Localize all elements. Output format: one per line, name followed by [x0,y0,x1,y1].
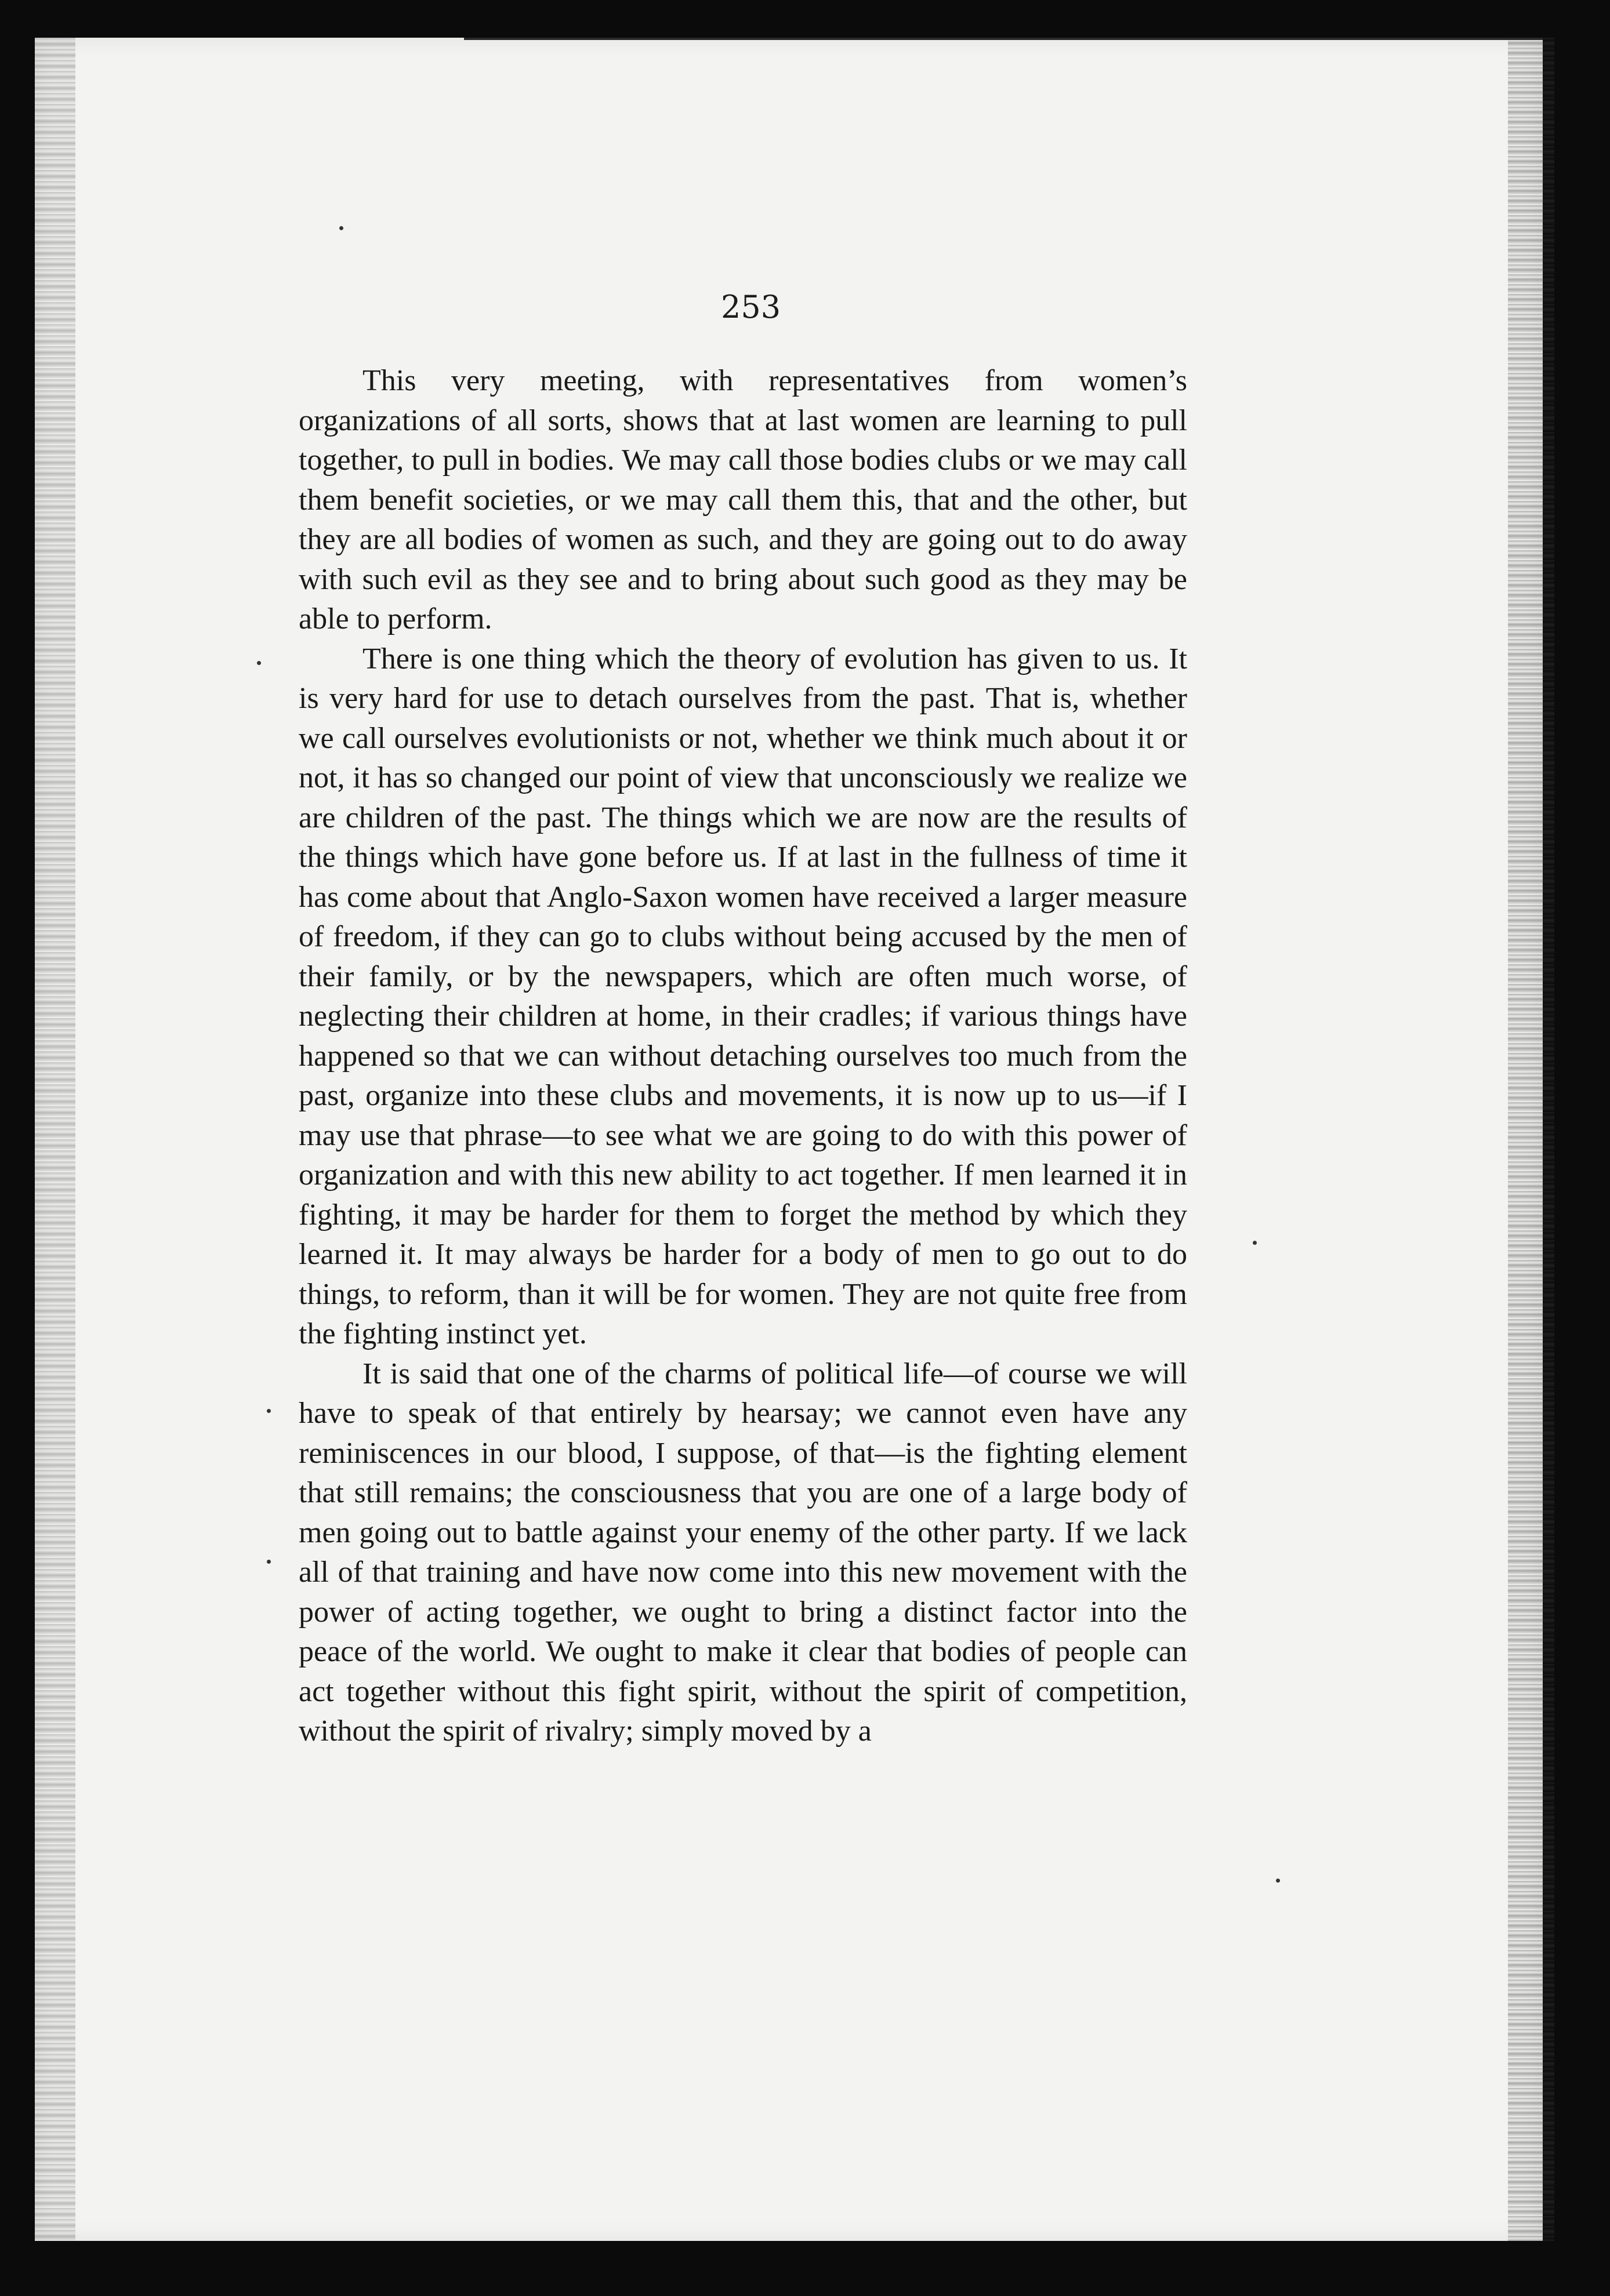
scan-speck [267,1560,271,1564]
page-top-edge [464,38,1543,40]
paragraph-1: This very meeting, with representatives from women’s organizations of all sorts, shows that at last women are learning to pull together, to pull in bodies. We may call those bodies clubs or we may call them benefit societies, or we may call them this, that and the other, but they are all bodies of women as such, and they are going out to do away with such evil as they see and to bring about such good as they may be able to perform. [299,364,1187,635]
scan-speck [339,226,343,230]
page-left-edge [35,38,75,2241]
paragraph-2: There is one thing which the theory of evolution has given to us. It is very hard for use to detach ourselves from the past. That is, whether we call ourselves evolutionists or not, whether we think much about it or not, it has so changed our point of view that unconsciously we realize we are children of the past. The things which we are now are the results of the things which have gone before us. If at last in the fullness of time it has come about that Anglo-Saxon women have received a larger measure of freedom, if they can go to clubs without being accused by the men of their family, or by the newspapers, which are often much worse, of neglecting their children at home, in their cradles; if various things have happened so that we can without detaching ourselves too much from the past, organize into these clubs and movements, it is now up to us—if I may use that phrase—to see what we are going to do with this power of organization and with this new ability to act together. If men learned it in fighting, it may be harder for them to forget the method by which they learned it. It may always be harder for a body of men to go out to do things, to reform, than it will be for women. They are not quite free from the fighting instinct yet. [299,642,1187,1350]
scan-speck [257,661,261,665]
paragraph-3: It is said that one of the charms of political life—of course we will have to speak of that entirely by hearsay; we cannot even have any reminiscences in our blood, I suppose, of that—is the fighting element that still remains; the consciousness that you are one of a large body of men going out to battle against your enemy of the other party. If we lack all of that training and have now come into this new movement with the power of acting together, we ought to bring a distinct factor into the peace of the world. We ought to make it clear that bodies of people can act together without this fight spirit, without the spirit of competition, without the spirit of rivalry; simply moved by a [299,1357,1187,1748]
page-number: 253 [721,289,781,325]
page-right-edge [1508,38,1554,2241]
scan-speck [1276,1879,1280,1883]
body-text [299,361,1187,1752]
scan-speck [1253,1241,1257,1245]
scan-speck [267,1409,271,1413]
